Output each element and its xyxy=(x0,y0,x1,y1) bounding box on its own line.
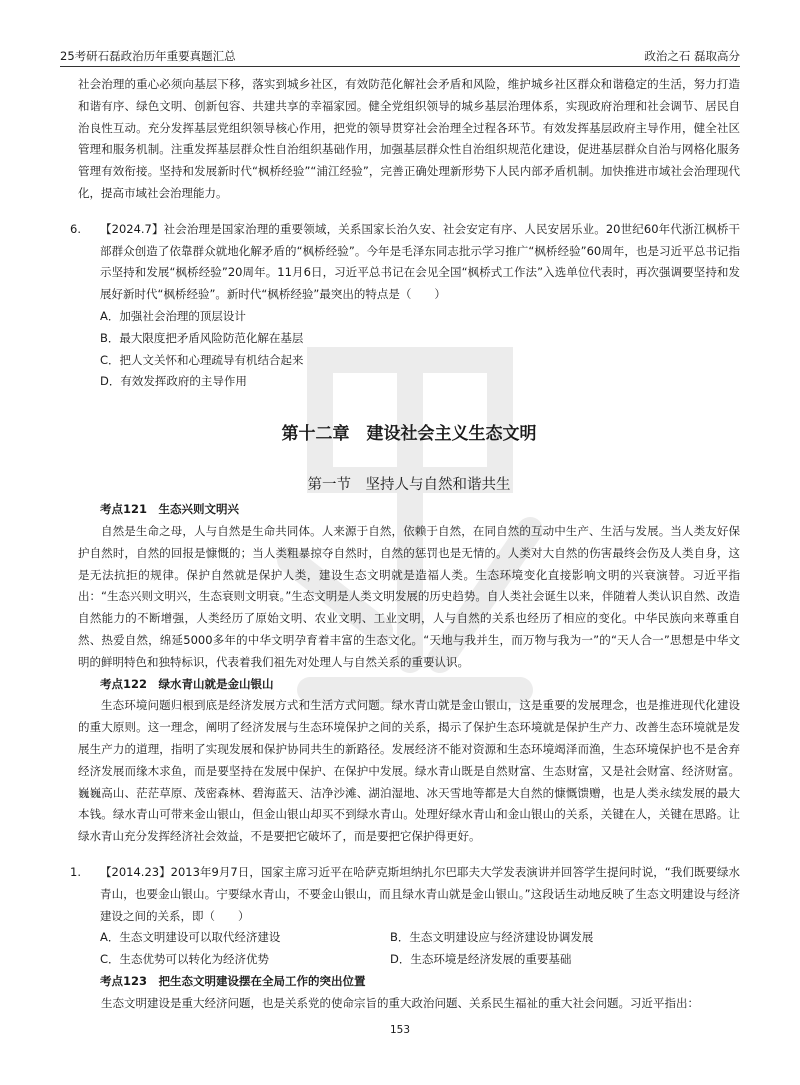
kp122-title: 考点122 绿水青山就是金山银山 xyxy=(100,676,274,691)
option-c: C．生态优势可以转化为经济优势 xyxy=(100,952,270,967)
option-d: D．生态环境是经济发展的重要基础 xyxy=(390,952,572,967)
question-number: 6. xyxy=(70,221,81,236)
kp123-text: 生态文明建设是重大经济问题，也是关系党的使命宗旨的重大政治问题、关系民生福祉的重大社会问题。习近平指出： xyxy=(101,995,699,1010)
question-number: 1. xyxy=(70,864,81,879)
options-row-2 xyxy=(78,949,740,971)
option-b: B．最大限度把矛盾风险防范化解在基层 xyxy=(100,330,304,345)
header-slogan: 政治之石 磊取高分 xyxy=(644,49,740,63)
question-stem: 【2024.7】社会治理是国家治理的重要领域，关系国家长治久安、社会安定有序、人民安居乐业。20世纪60年代浙江枫桥干部群众创造了依靠群众就地化解矛盾的“枫桥经验”。今年是毛泽东同志批示学习推广“枫桥经验”60周年，也是习近平总书记指示坚持和发展“枫桥经验”20周年。11月6日，习近平总书记在会见全国“枫桥式工作法”入选单位代表时，再次强调要坚持和发展好新时代“枫桥经验”。新时代“枫桥经验”最突出的特点是（ ） xyxy=(100,221,740,302)
option-a: A．生态文明建设可以取代经济建设 xyxy=(100,930,281,945)
option-c: C．把人文关怀和心理疏导有机结合起来 xyxy=(100,352,304,367)
intro-paragraph: 社会治理的重心必须向基层下移，落实到城乡社区，有效防范化解社会矛盾和风险，维护城乡社区群众和谐稳定的生活，努力打造和谐有序、绿色文明、创新包容、共建共享的幸福家园。健全党组织领导的城乡基层治理体系，实现政府治理和社会调节、居民自治良性互动。充分发挥基层党组织领导核心作用，把党的领导贯穿社会治理全过程各环节。有效发挥基层政府主导作用，健全社区管理和服务机制。注重发挥基层群众性自治组织基础作用，加强基层群众性自治组织规范化建设，促进基层群众自治与网格化服务管理有效衔接。坚持和发展新时代“枫桥经验”“浦江经验”，完善正确处理新形势下人民内部矛盾机制。加快推进市域社会治理现代化，提高市域社会治理能力。 xyxy=(78,77,740,200)
header-title: 25考研石磊政治历年重要真题汇总 xyxy=(60,49,236,63)
kp121-title: 考点121 生态兴则文明兴 xyxy=(100,502,240,517)
question-1 xyxy=(70,862,740,927)
page-number: 153 xyxy=(389,1024,411,1036)
kp123-title: 考点123 把生态文明建设摆在全局工作的突出位置 xyxy=(100,973,366,988)
page-header xyxy=(60,40,740,67)
kp122-text: 生态环境问题归根到底是经济发展方式和生活方式问题。绿水青山就是金山银山，这是重要的发展理念，也是推进现代化建设的重大原则。这一理念，阐明了经济发展与生态环境保护之间的关系，揭示了保护生态环境就是保护生产力、改善生态环境就是发展生产力的道理，指明了实现发展和保护协同共生的新路径。发展经济不能对资源和生态环境竭泽而渔，生态环境保护也不是舍弃经济发展而缘木求鱼，而是要坚持在发展中保护、在保护中发展。绿水青山既是自然财富、生态财富，又是社会财富、经济财富。巍巍高山、茫茫草原、茂密森林、碧海蓝天、洁净沙滩、湖泊湿地、冰天雪地等都是大自然的慷慨馈赠，也是人类永续发展的最大本钱。绿水青山可带来金山银山，但金山银山却买不到绿水青山。处理好绿水青山和金山银山的关系，关键在人，关键在思路。让绿水青山充分发挥经济社会效益，不是要把它破坏了，而是要把它保护得更好。 xyxy=(78,698,740,844)
question-6 xyxy=(70,219,740,306)
page-content xyxy=(70,74,740,1014)
section-title: 第一节 坚持人与自然和谐共生 xyxy=(307,477,511,494)
kp121-text: 自然是生命之母，人与自然是生命共同体。人来源于自然，依赖于自然，在同自然的互动中生产、生活与发展。当人类友好保护自然时，自然的回报是慷慨的；当人类粗暴掠夺自然时，自然的惩罚也是无情的。人类对大自然的伤害最终会伤及人类自身，这是无法抗拒的规律。保护自然就是保护人类，建设生态文明就是造福人类。生态环境变化直接影响文明的兴衰演替。习近平指出：“生态兴则文明兴，生态衰则文明衰。”生态文明是人类文明发展的历史趋势。自人类社会诞生以来，伴随着人类认识自然、改造自然能力的不断增强，人类经历了原始文明、农业文明、工业文明，人与自然的关系也经历了相应的变化。中华民族向来尊重自然、热爱自然，绵延5000多年的中华文明孕育着丰富的生态文化。“天地与我并生，而万物与我为一”的“天人合一”思想是中华文明的鲜明特色和独特标识，代表着我们祖先对处理人与自然关系的重要认识。 xyxy=(78,523,740,669)
option-b: B．生态文明建设应与经济建设协调发展 xyxy=(390,930,594,945)
option-a: A．加强社会治理的顶层设计 xyxy=(100,308,246,323)
chapter-title: 第十二章 建设社会主义生态文明 xyxy=(281,424,537,445)
option-d: D．有效发挥政府的主导作用 xyxy=(100,374,247,389)
question-stem: 【2014.23】2013年9月7日，国家主席习近平在哈萨克斯坦纳扎尔巴耶夫大学发表演讲并回答学生提问时说，“我们既要绿水青山，也要金山银山。宁要绿水青山，不要金山银山，而且绿水青山就是金山银山。”这段话生动地反映了生态文明建设与经济建设之间的关系，即（ ） xyxy=(100,864,740,923)
options-row-1 xyxy=(78,927,740,949)
